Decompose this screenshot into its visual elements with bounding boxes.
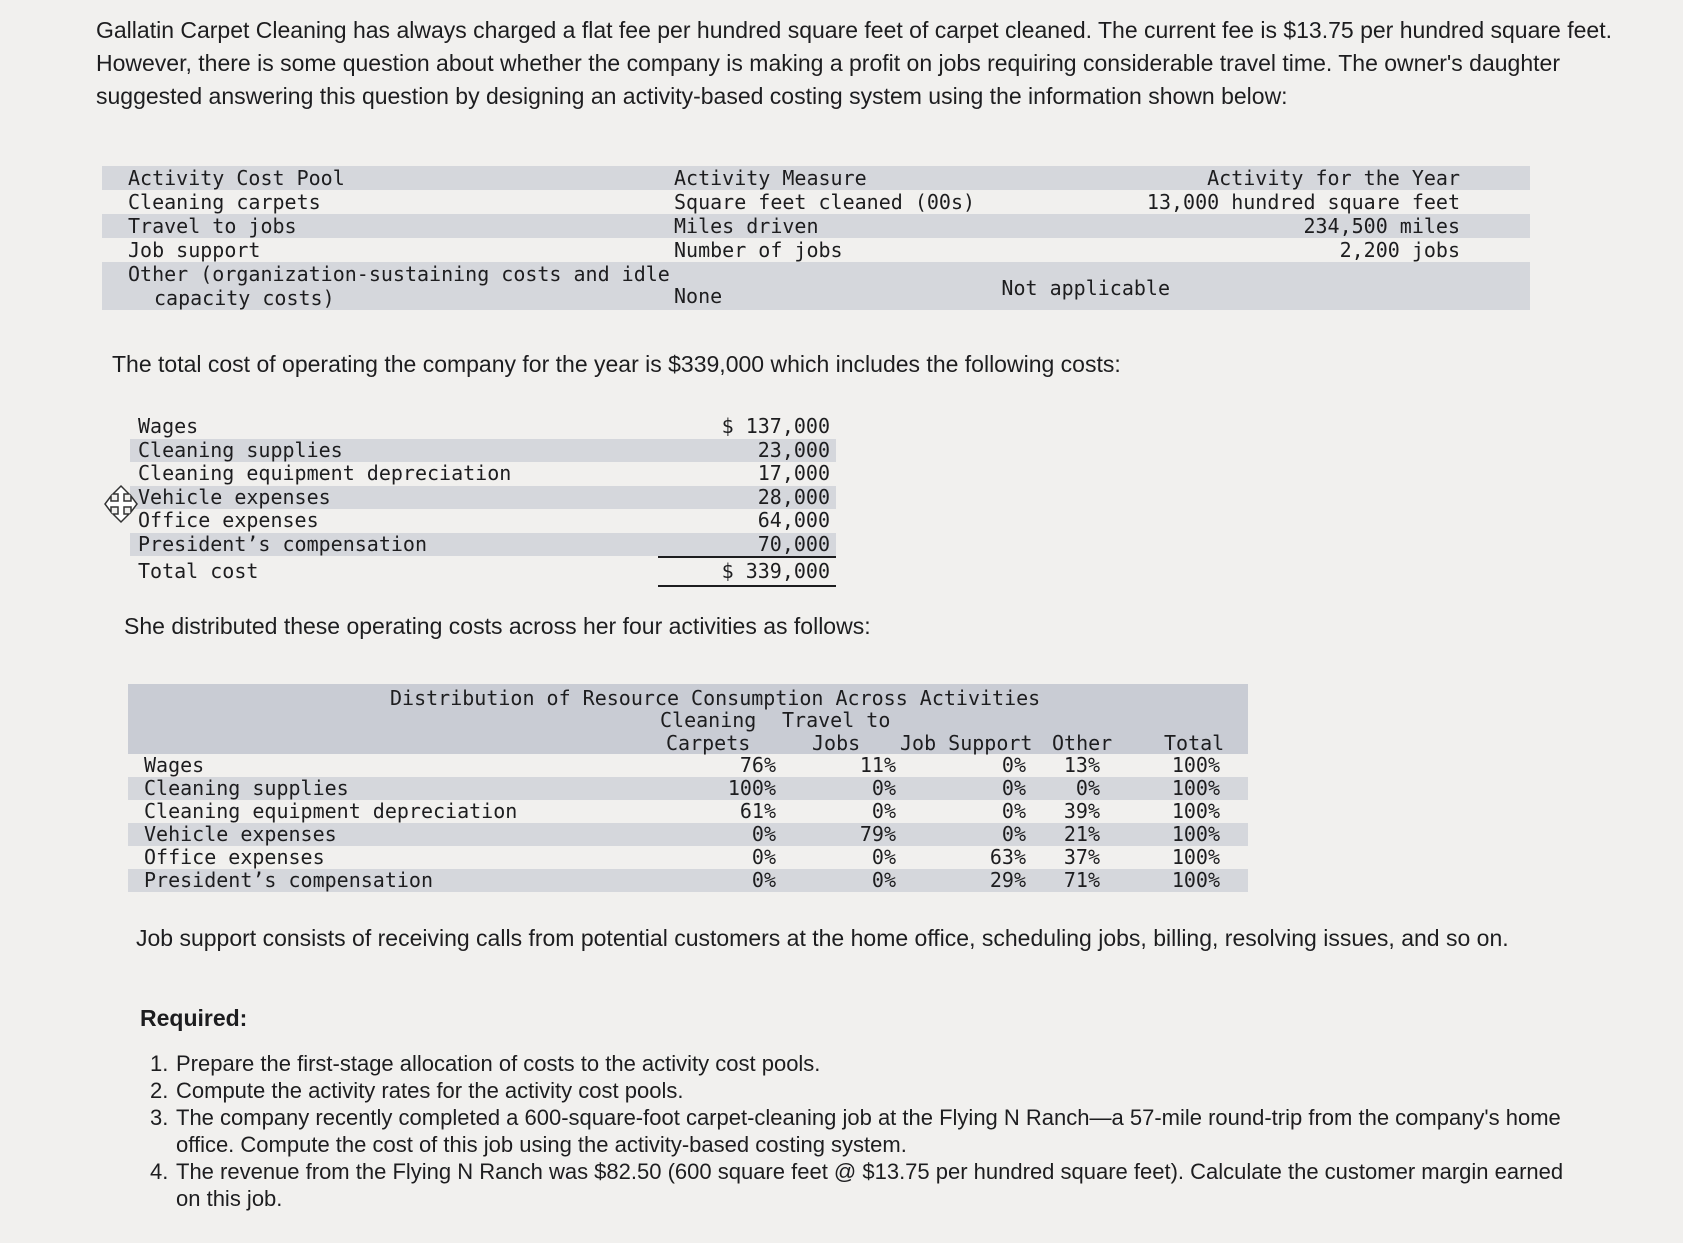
table-row <box>128 869 1248 892</box>
header-activity-for-year: Activity for the Year <box>1207 166 1460 190</box>
table-row <box>102 190 1530 214</box>
resource-label: Office expenses <box>144 845 325 869</box>
pool-measure: None <box>674 284 723 308</box>
list-item <box>150 1050 1590 1077</box>
item-number: 4. <box>150 1159 169 1184</box>
pool-name: Cleaning carpets <box>128 190 321 214</box>
pct-other: 21% <box>1063 822 1100 846</box>
table-row <box>130 415 836 439</box>
item-text: The revenue from the Flying N Ranch was $82.50 (600 square feet @ $13.75 per hundred square feet). Calculate the customer margin earned on this job. <box>176 1159 1564 1211</box>
item-text: The company recently completed a 600-square-foot carpet-cleaning job at the Flying N Ranch—a 57-mile round-trip from the company's home office. Compute the cost of this job using the activity-based costing system. <box>176 1105 1561 1157</box>
header-cleaning-line1: Cleaning <box>660 708 757 732</box>
pct-travel: 11% <box>859 753 896 777</box>
table-row <box>130 462 836 486</box>
pool-measure: Miles driven <box>674 214 819 238</box>
pct-travel: 0% <box>871 868 896 892</box>
pct-travel: 79% <box>859 822 896 846</box>
cost-label: Cleaning supplies <box>138 437 343 462</box>
pct-job-support: 29% <box>989 868 1026 892</box>
pct-cleaning: 0% <box>751 868 776 892</box>
pool-activity: 13,000 hundred square feet <box>1146 190 1460 214</box>
item-number: 3. <box>150 1105 169 1130</box>
table-row <box>130 486 836 510</box>
pct-travel: 0% <box>871 845 896 869</box>
distribution-table-header <box>128 684 1248 754</box>
item-number: 2. <box>150 1078 169 1103</box>
pool-measure: Number of jobs <box>674 238 843 262</box>
pct-travel: 0% <box>871 799 896 823</box>
move-cursor-icon <box>104 484 138 524</box>
resource-label: Vehicle expenses <box>144 822 337 846</box>
resource-label: Cleaning supplies <box>144 776 349 800</box>
pct-total: 100% <box>1171 845 1220 869</box>
pct-other: 0% <box>1075 776 1100 800</box>
pool-name-continued: capacity costs) <box>154 286 335 310</box>
table-row <box>102 214 1530 238</box>
cost-value: 28,000 <box>757 484 830 509</box>
pool-name: Travel to jobs <box>128 214 297 238</box>
list-item <box>150 1077 1590 1104</box>
cost-value: $ 137,000 <box>721 414 830 438</box>
cost-label: Cleaning equipment depreciation <box>138 461 512 485</box>
pct-job-support: 0% <box>1001 799 1026 823</box>
table-row <box>130 439 836 463</box>
distribution-table <box>128 684 1248 892</box>
pool-name: Other (organization-sustaining costs and idle <box>128 262 670 286</box>
pct-other: 13% <box>1063 753 1100 777</box>
table-row <box>130 509 836 533</box>
cost-label: President’s compensation <box>138 531 427 556</box>
header-activity-measure: Activity Measure <box>674 166 867 190</box>
header-activity-cost-pool: Activity Cost Pool <box>128 166 345 190</box>
distribution-intro-paragraph: She distributed these operating costs across her four activities as follows: <box>124 613 871 639</box>
pct-total: 100% <box>1171 822 1220 846</box>
cost-label: Office expenses <box>138 508 319 532</box>
pct-other: 37% <box>1063 845 1100 869</box>
cost-value: 64,000 <box>757 508 830 532</box>
table-row <box>128 754 1248 777</box>
cost-value: 70,000 <box>757 531 830 556</box>
total-value: $ 339,000 <box>721 559 830 583</box>
pct-total: 100% <box>1171 753 1220 777</box>
pct-job-support: 0% <box>1001 753 1026 777</box>
pct-total: 100% <box>1171 868 1220 892</box>
cost-value: 17,000 <box>757 461 830 485</box>
activity-cost-pool-table <box>102 166 1530 310</box>
table-row <box>128 846 1248 869</box>
pct-other: 39% <box>1063 799 1100 823</box>
header-travel-line1: Travel to <box>782 708 891 732</box>
subtotal-rule <box>658 556 836 558</box>
total-label: Total cost <box>138 559 259 583</box>
intro-paragraph: Gallatin Carpet Cleaning has always charged a flat fee per hundred square feet of carpet cleaned. The current fee is $13.75 per hundred square feet. However, there is some question about whether the company is making a profit on jobs requiring considerable travel time. The owner's daughter suggested answering this question by designing an activity-based costing system using the information shown below: <box>96 17 1612 109</box>
pct-cleaning: 0% <box>751 822 776 846</box>
header-travel-line2: Jobs <box>812 731 861 755</box>
pool-measure: Square feet cleaned (00s) <box>674 190 976 214</box>
pct-total: 100% <box>1171 799 1220 823</box>
requirements-list <box>150 1050 1590 1212</box>
pct-job-support: 63% <box>989 845 1026 869</box>
pct-travel: 0% <box>871 776 896 800</box>
pool-name: Job support <box>128 238 261 262</box>
total-row <box>130 560 836 584</box>
pct-cleaning: 0% <box>751 845 776 869</box>
cost-intro-paragraph: The total cost of operating the company for the year is $339,000 which includes the following costs: <box>112 351 1121 377</box>
list-item <box>150 1158 1590 1212</box>
table-header-row <box>102 166 1530 190</box>
cost-table <box>130 415 836 584</box>
distribution-table-title: Distribution of Resource Consumption Across Activities <box>390 686 1041 710</box>
pool-activity: 234,500 miles <box>1303 214 1460 238</box>
table-row <box>130 533 836 557</box>
header-cleaning-line2: Carpets <box>666 731 751 755</box>
header-other: Other <box>1052 731 1113 755</box>
item-text: Compute the activity rates for the activity cost pools. <box>176 1078 684 1103</box>
required-heading: Required: <box>140 1005 248 1031</box>
list-item <box>150 1104 1590 1158</box>
pct-cleaning: 61% <box>739 799 776 823</box>
pct-total: 100% <box>1171 776 1220 800</box>
pct-job-support: 0% <box>1001 776 1026 800</box>
item-number: 1. <box>150 1051 169 1076</box>
total-rule <box>658 585 836 587</box>
table-row <box>102 238 1530 262</box>
pct-cleaning: 76% <box>739 753 776 777</box>
resource-label: Wages <box>144 753 205 777</box>
table-row <box>128 823 1248 846</box>
cost-label: Wages <box>138 414 199 438</box>
resource-label: President’s compensation <box>144 868 433 892</box>
cost-label: Vehicle expenses <box>138 484 331 509</box>
pool-activity: Not applicable <box>1001 276 1170 300</box>
pct-job-support: 0% <box>1001 822 1026 846</box>
job-support-note: Job support consists of receiving calls from potential customers at the home office, scheduling jobs, billing, resolving issues, and so on. <box>136 925 1509 951</box>
table-row <box>128 777 1248 800</box>
pct-other: 71% <box>1063 868 1100 892</box>
table-row <box>102 262 1530 310</box>
header-total: Total <box>1164 731 1225 755</box>
pct-cleaning: 100% <box>727 776 776 800</box>
table-row <box>128 800 1248 823</box>
pool-activity: 2,200 jobs <box>1339 238 1460 262</box>
resource-label: Cleaning equipment depreciation <box>144 799 518 823</box>
cost-value: 23,000 <box>757 437 830 462</box>
item-text: Prepare the first-stage allocation of costs to the activity cost pools. <box>176 1051 821 1076</box>
header-job-support: Job Support <box>900 731 1033 755</box>
